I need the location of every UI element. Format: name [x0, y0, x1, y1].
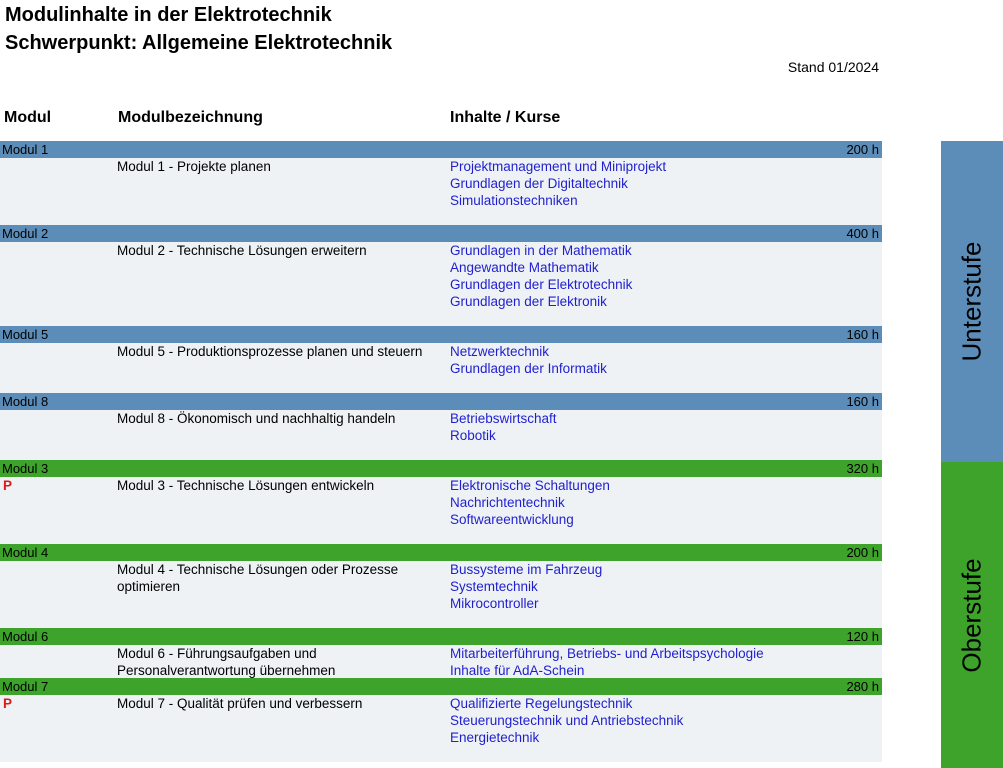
course-item: Betriebswirtschaft [450, 411, 557, 426]
course-item: Bussysteme im Fahrzeug [450, 562, 603, 577]
module-hours: 200 h [846, 142, 879, 157]
course-item: Softwareentwicklung [450, 512, 574, 527]
module-row [0, 225, 882, 326]
page-title: Modulinhalte in der Elektrotechnik [5, 4, 332, 26]
column-header-modul: Modul [4, 109, 52, 126]
module-number: Modul 6 [2, 629, 49, 644]
course-list [450, 561, 602, 612]
module-body [0, 158, 882, 225]
module-number: Modul 7 [2, 679, 49, 694]
module-hours: 400 h [846, 226, 879, 241]
course-item: Grundlagen der Elektronik [450, 294, 607, 309]
course-item: Elektronische Schaltungen [450, 478, 610, 493]
course-item: Mikrocontroller [450, 596, 539, 611]
column-header-inhalte: Inhalte / Kurse [450, 109, 561, 126]
module-hours: 160 h [846, 394, 879, 409]
module-name: Modul 5 - Produktionsprozesse planen und steuern [117, 344, 423, 359]
module-number: Modul 3 [2, 461, 49, 476]
module-body [0, 561, 882, 628]
module-number: Modul 5 [2, 327, 49, 342]
module-row [0, 393, 882, 460]
module-header-bar [0, 326, 882, 343]
module-name: Modul 1 - Projekte planen [117, 159, 271, 174]
course-item: Netzwerktechnik [450, 344, 550, 359]
module-hours: 280 h [846, 679, 879, 694]
course-item: Simulationstechniken [450, 193, 578, 208]
course-item: Nachrichtentechnik [450, 495, 565, 510]
module-name: Modul 3 - Technische Lösungen entwickeln [117, 478, 375, 493]
module-name: Modul 2 - Technische Lösungen erweitern [117, 243, 367, 258]
module-header-bar [0, 225, 882, 242]
course-item: Qualifizierte Regelungstechnik [450, 696, 633, 711]
module-number: Modul 4 [2, 545, 49, 560]
module-hours: 200 h [846, 545, 879, 560]
module-row [0, 460, 882, 544]
course-list [450, 343, 607, 377]
module-number: Modul 8 [2, 394, 49, 409]
course-item: Systemtechnik [450, 579, 538, 594]
module-row [0, 628, 882, 678]
module-hours: 120 h [846, 629, 879, 644]
course-item: Grundlagen der Informatik [450, 361, 607, 376]
exam-marker: P [3, 478, 13, 493]
course-item: Grundlagen der Elektrotechnik [450, 277, 633, 292]
module-name: Modul 7 - Qualität prüfen und verbessern [117, 696, 363, 711]
module-name: Modul 4 - Technische Lösungen oder Prozesse optimieren [117, 562, 399, 594]
module-header-bar [0, 393, 882, 410]
course-list [450, 695, 683, 746]
course-list [450, 158, 666, 209]
course-item: Grundlagen in der Mathematik [450, 243, 632, 258]
module-body [0, 343, 882, 393]
module-number: Modul 1 [2, 142, 49, 157]
module-header-bar [0, 460, 882, 477]
course-item: Inhalte für AdA-Schein [450, 663, 585, 678]
module-hours: 320 h [846, 461, 879, 476]
module-name: Modul 8 - Ökonomisch und nachhaltig handeln [117, 411, 396, 426]
module-header-bar [0, 628, 882, 645]
module-table [0, 141, 882, 762]
stage-label-unterstufe [941, 141, 1003, 462]
course-item: Mitarbeiterführung, Betriebs- und Arbeitspsychologie [450, 646, 764, 661]
stand-date: Stand 01/2024 [787, 59, 879, 75]
module-row [0, 544, 882, 628]
module-name: Modul 6 - Führungsaufgaben und Personalverantwortung übernehmen [117, 646, 336, 678]
module-body [0, 695, 882, 762]
exam-marker: P [3, 696, 13, 711]
course-list [450, 410, 557, 444]
module-hours: 160 h [846, 327, 879, 342]
module-number: Modul 2 [2, 226, 49, 241]
module-header-bar [0, 141, 882, 158]
course-item: Energietechnik [450, 730, 540, 745]
course-item: Angewandte Mathematik [450, 260, 599, 275]
module-body [0, 242, 882, 326]
course-item: Projektmanagement und Miniprojekt [450, 159, 667, 174]
module-header-bar [0, 544, 882, 561]
module-row [0, 678, 882, 762]
unterstufe-label: Unterstufe [956, 241, 987, 362]
module-body [0, 645, 882, 678]
page-subtitle: Schwerpunkt: Allgemeine Elektrotechnik [5, 32, 393, 54]
module-row [0, 141, 882, 225]
module-header-bar [0, 678, 882, 695]
course-item: Steuerungstechnik und Antriebstechnik [450, 713, 684, 728]
oberstufe-label: Oberstufe [956, 557, 987, 673]
course-list [450, 645, 764, 679]
module-row [0, 326, 882, 393]
course-item: Robotik [450, 428, 496, 443]
course-list [450, 477, 610, 528]
module-body [0, 477, 882, 544]
column-header-bezeichnung: Modulbezeichnung [118, 109, 263, 126]
course-item: Grundlagen der Digitaltechnik [450, 176, 628, 191]
course-list [450, 242, 632, 310]
stage-label-oberstufe [941, 462, 1003, 768]
module-body [0, 410, 882, 460]
